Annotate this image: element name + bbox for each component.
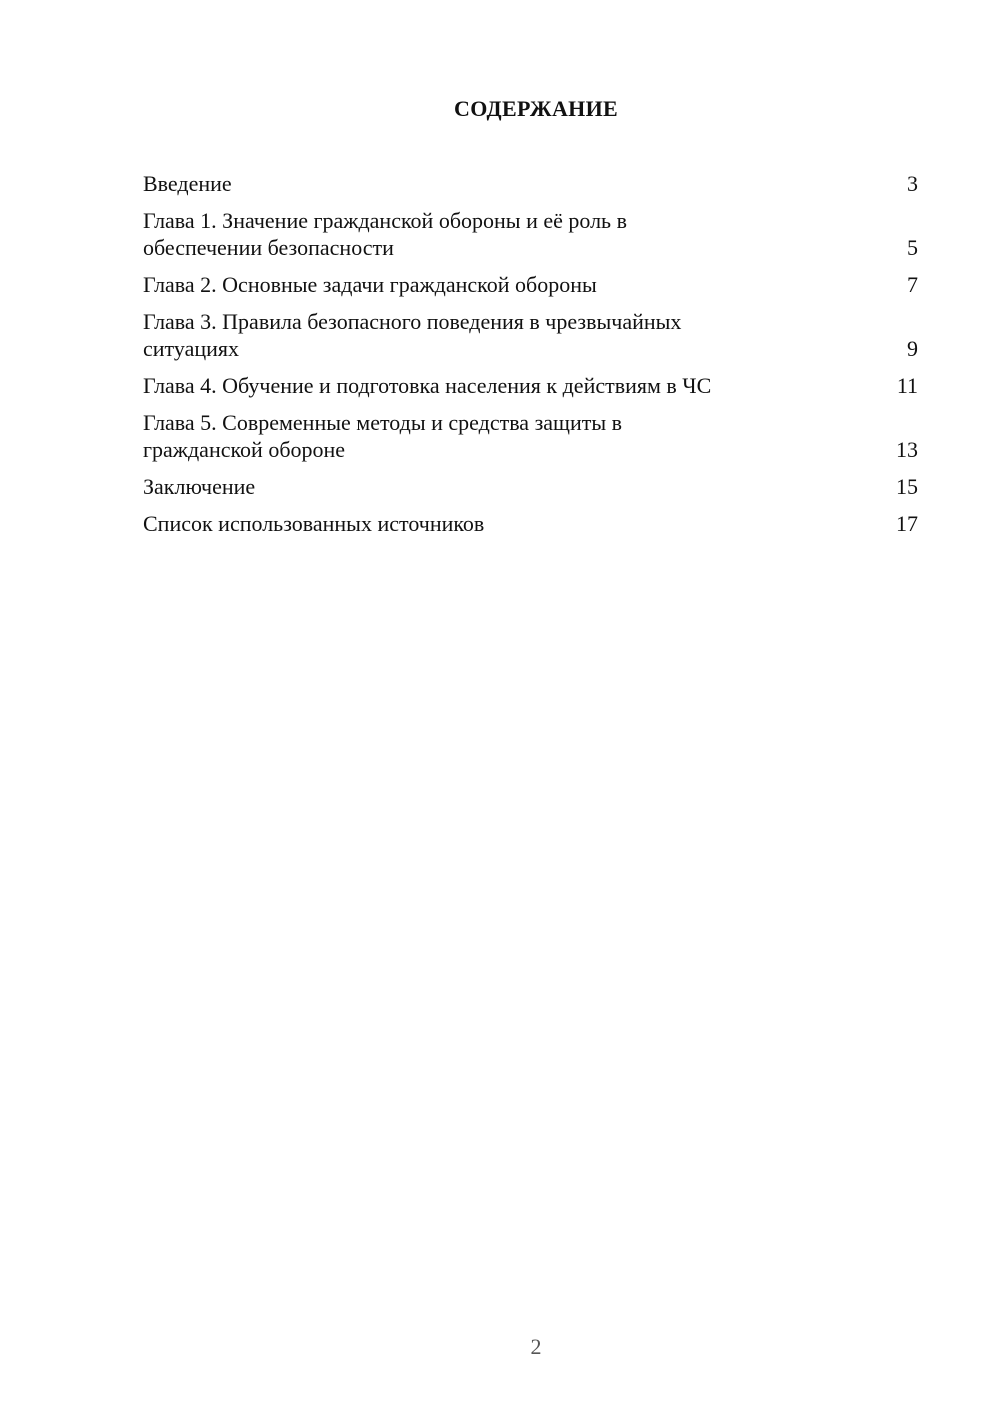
- toc-entry-chapter-3: [143, 308, 918, 362]
- toc-entry-text: Глава 5. Современные методы и средства защиты в гражданской обороне: [143, 410, 623, 462]
- toc-entry-page: 7: [907, 272, 918, 297]
- toc-entry-text: Глава 4. Обучение и подготовка населения к действиям в ЧС: [143, 373, 712, 398]
- page-title: СОДЕРЖАНИЕ: [454, 96, 618, 121]
- toc-entry-references: [143, 510, 918, 537]
- toc-entry-chapter-2: [143, 271, 918, 298]
- page-number: 2: [530, 1334, 542, 1359]
- toc-entry-page: 17: [896, 511, 918, 536]
- toc-entry-chapter-1: [143, 207, 918, 261]
- toc-entry-page: 15: [896, 474, 918, 499]
- toc-entry-conclusion: [143, 473, 918, 500]
- toc-entry-text: Глава 3. Правила безопасного поведения в чрезвычайных ситуациях: [143, 309, 682, 361]
- toc-entry-introduction: [143, 170, 918, 197]
- toc-entry-page: 11: [896, 373, 918, 398]
- toc-entry-chapter-5: [143, 409, 918, 463]
- toc-entry-text: Список использованных источников: [143, 511, 485, 536]
- table-of-contents: [143, 170, 918, 547]
- toc-entry-text: Глава 2. Основные задачи гражданской обороны: [143, 272, 597, 297]
- toc-entry-text: Заключение: [143, 474, 256, 499]
- toc-entry-page: 5: [907, 235, 918, 260]
- toc-entry-page: 9: [907, 336, 918, 361]
- toc-entry-page: 13: [896, 437, 918, 462]
- toc-entry-text: Глава 1. Значение гражданской обороны и её роль в обеспечении безопасности: [143, 208, 627, 260]
- toc-entry-page: 3: [907, 171, 918, 196]
- toc-entry-chapter-4: [143, 372, 918, 399]
- toc-entry-text: Введение: [143, 171, 232, 196]
